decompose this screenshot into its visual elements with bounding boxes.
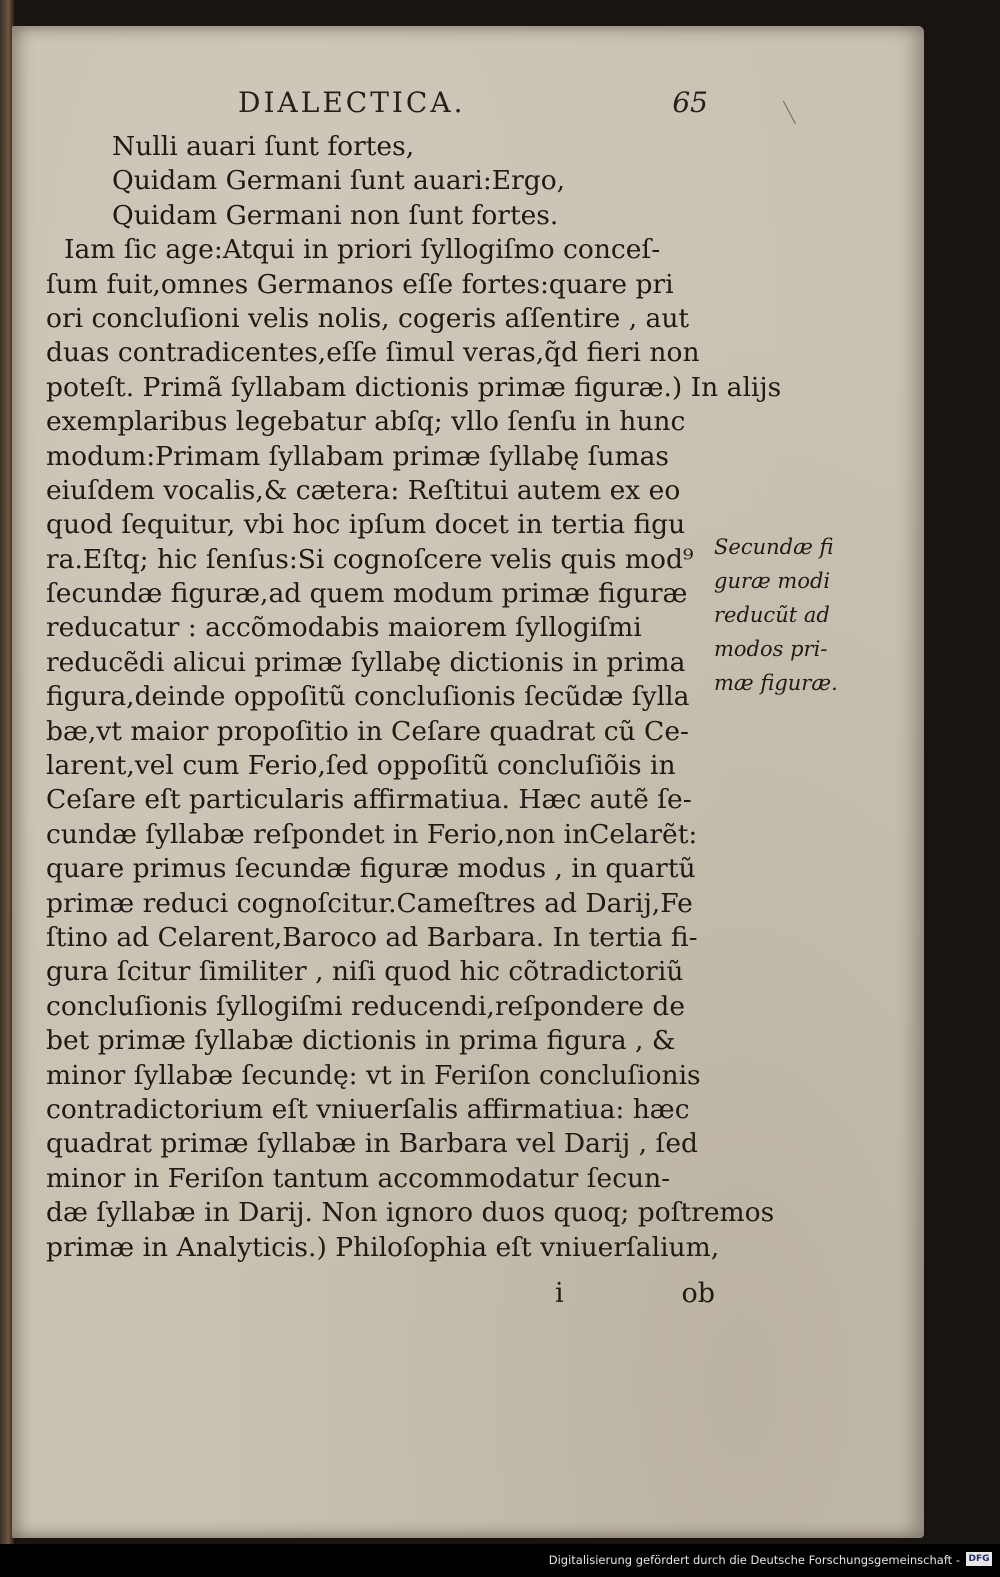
text-line: Ceſare eſt particularis affirmatiua. Hæc autẽ ſe- bbox=[46, 784, 692, 816]
catchword: ob bbox=[681, 1278, 715, 1309]
text-line: ori concluſioni velis nolis, cogeris aſſentire , aut bbox=[46, 302, 690, 334]
text-line: poteſt. Primã ſyllabam dictionis primæ figuræ.) In alijs bbox=[46, 371, 782, 403]
marginal-line: reducũt ad bbox=[714, 603, 830, 627]
text-line: primæ in Analyticis.) Philoſophia eſt vniuerſalium, bbox=[46, 1231, 720, 1263]
text-line: modum:Primam ſyllabam primæ ſyllabę ſumas bbox=[46, 440, 670, 472]
marginal-note bbox=[714, 530, 864, 700]
text-line: cundæ ſyllabæ reſpondet in Ferio,non inCelarẽt: bbox=[46, 818, 698, 850]
text-line: reducatur : accõmodabis maiorem ſyllogiſmi bbox=[46, 612, 642, 644]
dfg-logo: DFG bbox=[966, 1552, 992, 1566]
text-line: ſecundæ figuræ,ad quem modum primæ figuræ bbox=[46, 578, 688, 610]
digitization-footer bbox=[0, 1544, 1000, 1577]
text-line: bet primæ ſyllabæ dictionis in prima figura , & bbox=[46, 1025, 676, 1057]
running-head-title: DIALECTICA. bbox=[238, 86, 466, 119]
text-line: ra.Eſtq; hic ſenſus:Si cognoſcere velis quis mod⁹ bbox=[46, 543, 694, 575]
text-line: duas contradicentes,eſſe ſimul veras,q̃d fieri non bbox=[46, 337, 700, 369]
text-line: larent,vel cum Ferio,ſed oppoſitũ concluſiõis in bbox=[46, 750, 676, 782]
signature-mark: i bbox=[555, 1278, 564, 1309]
text-line: ſum fuit,omnes Germanos eſſe fortes:quare pri bbox=[46, 268, 674, 300]
text-line: Nulli auari ſunt fortes, bbox=[112, 131, 415, 162]
text-line: Quidam Germani ſunt auari:Ergo, bbox=[112, 165, 566, 197]
page-number: 65 bbox=[672, 86, 708, 119]
text-line: gura ſcitur ſimiliter , niſi quod hic cõtradictoriũ bbox=[46, 956, 684, 988]
marginal-line: modos pri- bbox=[714, 637, 828, 661]
text-line: bæ,vt maior propoſitio in Ceſare quadrat cũ Ce- bbox=[46, 715, 689, 747]
signature-line bbox=[555, 1278, 715, 1318]
text-line: ſtino ad Celarent,Baroco ad Barbara. In tertia fi- bbox=[46, 921, 698, 953]
running-head bbox=[238, 86, 708, 126]
marginal-line: guræ modi bbox=[714, 569, 831, 593]
text-line: dæ ſyllabæ in Darij. Non ignoro duos quoq; poſtremos bbox=[46, 1197, 775, 1229]
text-line: minor ſyllabæ ſecundę: vt in Feriſon concluſionis bbox=[46, 1059, 701, 1091]
marginal-line: Secundæ fi bbox=[714, 535, 834, 559]
text-line: contradictorium eſt vniuerſalis affirmatiua: hæc bbox=[46, 1093, 690, 1125]
text-line: quare primus ſecundæ figuræ modus , in quartũ bbox=[46, 853, 696, 885]
text-line: reducẽdi alicui primæ ſyllabę dictionis in prima bbox=[46, 646, 686, 678]
text-line: primæ reduci cognoſcitur.Cameſtres ad Darij,Fe bbox=[46, 887, 693, 919]
marginal-line: mæ figuræ. bbox=[714, 671, 838, 695]
text-line: minor in Feriſon tantum accommodatur ſecun- bbox=[46, 1162, 671, 1194]
text-line: eiuſdem vocalis,& cætera: Reſtitui autem ex eo bbox=[46, 474, 681, 506]
text-line: Iam ſic age:Atqui in priori ſyllogiſmo conceſ- bbox=[64, 234, 661, 266]
text-line: figura,deinde oppoſitũ concluſionis ſecũdæ ſylla bbox=[46, 681, 690, 713]
text-line: exemplaribus legebatur abſq; vllo ſenſu in hunc bbox=[46, 406, 686, 438]
text-line: quadrat primæ ſyllabæ in Barbara vel Darij , ſed bbox=[46, 1128, 698, 1160]
text-line: quod ſequitur, vbi hoc ipſum docet in tertia figu bbox=[46, 509, 686, 541]
text-line: Quidam Germani non ſunt fortes. bbox=[112, 199, 559, 231]
footer-credit: Digitalisierung gefördert durch die Deutsche Forschungsgemeinschaft - bbox=[548, 1553, 960, 1567]
text-line: concluſionis ſyllogiſmi reducendi,reſpondere de bbox=[46, 990, 686, 1022]
